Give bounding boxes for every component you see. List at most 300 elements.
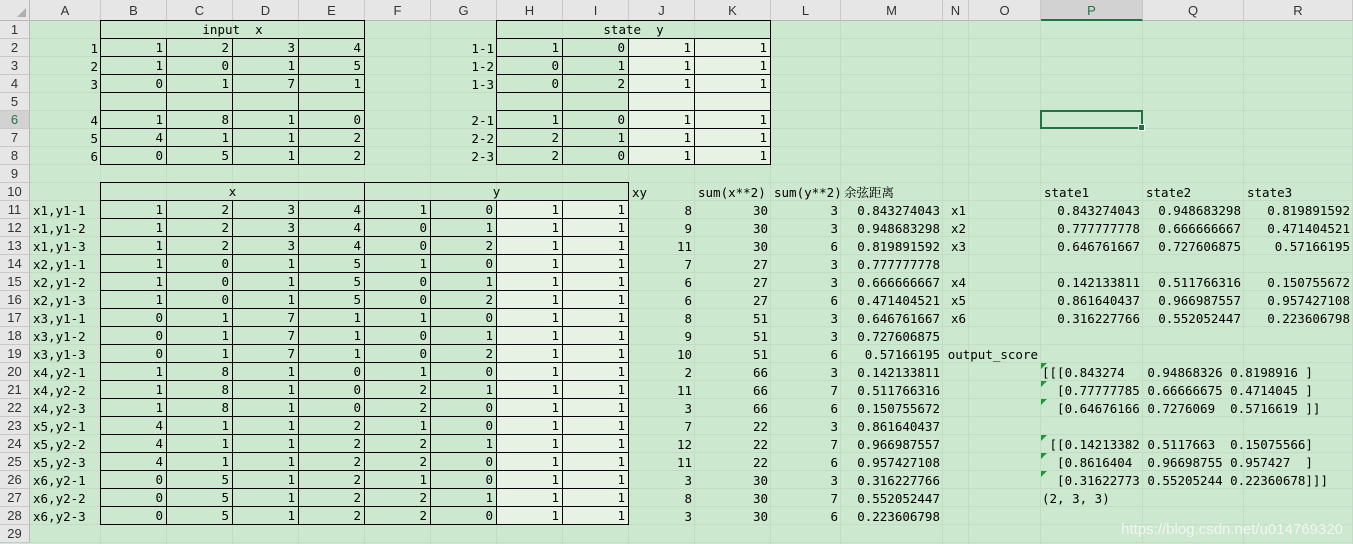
summary-value[interactable]: 0.966987557: [1158, 292, 1241, 308]
row-header-11[interactable]: 11: [0, 201, 30, 219]
x-value[interactable]: 5: [298, 272, 365, 291]
input-x-title[interactable]: input x: [100, 20, 365, 39]
input-value[interactable]: 1: [232, 56, 299, 75]
x-value[interactable]: 0: [100, 308, 167, 327]
x-value[interactable]: 0: [100, 344, 167, 363]
xy-value[interactable]: 8: [684, 490, 692, 506]
input-row-id[interactable]: 5: [90, 130, 98, 146]
y-value[interactable]: 1: [496, 362, 563, 381]
sum-y-squared-value[interactable]: 6: [830, 292, 838, 308]
column-header-b[interactable]: B: [101, 0, 167, 21]
y-value[interactable]: 1: [364, 362, 431, 381]
sum-x-squared-value[interactable]: 30: [752, 508, 768, 524]
x-value[interactable]: 1: [298, 308, 365, 327]
x-value[interactable]: 1: [100, 380, 167, 399]
summary-value[interactable]: 0.777777778: [1057, 220, 1140, 236]
sum-x-squared-value[interactable]: 66: [752, 400, 768, 416]
row-header-9[interactable]: 9: [0, 165, 30, 183]
output-line[interactable]: [1039, 417, 1353, 435]
x-value[interactable]: 0: [166, 254, 233, 273]
y-value[interactable]: 1: [430, 272, 497, 291]
state-value[interactable]: 1: [628, 110, 695, 129]
sum-x-squared-value[interactable]: 30: [752, 472, 768, 488]
state-row-id[interactable]: [431, 93, 497, 111]
xy-value[interactable]: 6: [684, 274, 692, 290]
cosine-value[interactable]: 0.511766316: [857, 382, 940, 398]
xy-value[interactable]: 3: [684, 508, 692, 524]
row-header-27[interactable]: 27: [0, 489, 30, 507]
column-header-k[interactable]: K: [695, 0, 771, 21]
y-value[interactable]: 0: [430, 416, 497, 435]
y-value[interactable]: 0: [430, 362, 497, 381]
pair-label[interactable]: x5,y2-2: [33, 436, 86, 452]
cosine-value[interactable]: 0.142133811: [857, 364, 940, 380]
summary-value[interactable]: 0.223606798: [1267, 310, 1350, 326]
xy-value[interactable]: 9: [684, 328, 692, 344]
sum-x-squared-value[interactable]: 22: [752, 436, 768, 452]
state-value[interactable]: 1: [562, 56, 629, 75]
y-value[interactable]: 2: [364, 380, 431, 399]
y-value[interactable]: 0: [364, 290, 431, 309]
y-value[interactable]: 1: [562, 362, 629, 381]
y-value[interactable]: 0: [430, 506, 497, 525]
summary-value[interactable]: 0.552052447: [1158, 310, 1241, 326]
state-y-title[interactable]: state y: [496, 20, 771, 39]
y-value[interactable]: 1: [562, 218, 629, 237]
y-value[interactable]: 2: [364, 434, 431, 453]
state-value[interactable]: 2: [562, 74, 629, 93]
y-value[interactable]: 1: [562, 452, 629, 471]
select-all-corner[interactable]: [0, 0, 30, 21]
sum-x-squared-value[interactable]: 30: [752, 202, 768, 218]
sum-y-squared-value[interactable]: 3: [830, 418, 838, 434]
summary-value[interactable]: 0.843274043: [1057, 202, 1140, 218]
y-value[interactable]: 2: [430, 344, 497, 363]
input-value[interactable]: 1: [100, 110, 167, 129]
y-value[interactable]: 1: [496, 290, 563, 309]
x-value[interactable]: 1: [232, 506, 299, 525]
row-header-15[interactable]: 15: [0, 273, 30, 291]
x-value[interactable]: 1: [166, 326, 233, 345]
row-header-18[interactable]: 18: [0, 327, 30, 345]
state-value[interactable]: 0: [562, 146, 629, 165]
y-value[interactable]: 0: [430, 308, 497, 327]
state-header[interactable]: state3: [1247, 184, 1293, 200]
pair-label[interactable]: x1,y1-2: [33, 220, 86, 236]
input-value[interactable]: 0: [166, 56, 233, 75]
state-value[interactable]: 2: [496, 146, 563, 165]
summary-row-label[interactable]: x6: [950, 310, 966, 326]
x-value[interactable]: 1: [232, 380, 299, 399]
y-value[interactable]: 1: [562, 398, 629, 417]
pair-label[interactable]: x3,y1-3: [33, 346, 86, 362]
input-value[interactable]: 3: [232, 38, 299, 57]
y-value[interactable]: 2: [430, 290, 497, 309]
input-value[interactable]: [232, 92, 299, 111]
sum-y-squared-value[interactable]: 3: [830, 472, 838, 488]
state-value[interactable]: 2: [496, 128, 563, 147]
sum-y-squared-value[interactable]: 3: [830, 328, 838, 344]
y-value[interactable]: 1: [562, 326, 629, 345]
x-value[interactable]: 2: [298, 470, 365, 489]
state-value[interactable]: 1: [694, 56, 771, 75]
state-value[interactable]: 1: [496, 110, 563, 129]
summary-value[interactable]: 0.819891592: [1267, 202, 1350, 218]
summary-row-label[interactable]: x3: [950, 238, 966, 254]
input-row-id[interactable]: 1: [90, 40, 98, 56]
y-value[interactable]: 0: [430, 452, 497, 471]
input-value[interactable]: 0: [298, 110, 365, 129]
x-value[interactable]: 3: [232, 236, 299, 255]
input-value[interactable]: 2: [166, 38, 233, 57]
pair-label[interactable]: x3,y1-1: [33, 310, 86, 326]
row-header-3[interactable]: 3: [0, 57, 30, 75]
x-value[interactable]: 1: [100, 218, 167, 237]
input-value[interactable]: 0: [100, 74, 167, 93]
row-header-19[interactable]: 19: [0, 345, 30, 363]
x-value[interactable]: 5: [166, 506, 233, 525]
input-value[interactable]: 1: [100, 56, 167, 75]
xy-value[interactable]: 7: [684, 418, 692, 434]
y-value[interactable]: 1: [562, 488, 629, 507]
x-value[interactable]: 0: [298, 380, 365, 399]
y-value[interactable]: 1: [430, 218, 497, 237]
sum-x-squared-value[interactable]: 66: [752, 382, 768, 398]
state-value[interactable]: [628, 92, 695, 111]
pair-label[interactable]: x5,y2-3: [33, 454, 86, 470]
xy-value[interactable]: 6: [684, 292, 692, 308]
xy-header[interactable]: xy: [632, 184, 648, 200]
x-value[interactable]: 1: [232, 254, 299, 273]
state-row-id[interactable]: 2-1: [471, 112, 494, 128]
cosine-value[interactable]: 0.57166195: [864, 346, 940, 362]
y-value[interactable]: 1: [562, 200, 629, 219]
row-header-16[interactable]: 16: [0, 291, 30, 309]
x-value[interactable]: 4: [298, 200, 365, 219]
pair-label[interactable]: x6,y2-2: [33, 490, 86, 506]
sum-x-squared-value[interactable]: 30: [752, 220, 768, 236]
x-value[interactable]: 2: [298, 416, 365, 435]
sum-y-squared-value[interactable]: 7: [830, 436, 838, 452]
y-value[interactable]: 1: [496, 416, 563, 435]
input-value[interactable]: 8: [166, 110, 233, 129]
pair-label[interactable]: x4,y2-1: [33, 364, 86, 380]
x-value[interactable]: 1: [232, 362, 299, 381]
column-header-g[interactable]: G: [431, 0, 497, 21]
x-value[interactable]: 8: [166, 398, 233, 417]
sum-y-squared-value[interactable]: 6: [830, 238, 838, 254]
row-header-2[interactable]: 2: [0, 39, 30, 57]
row-header-6[interactable]: 6: [0, 111, 30, 129]
input-value[interactable]: 1: [166, 74, 233, 93]
summary-row-label[interactable]: [943, 255, 969, 273]
output-line[interactable]: [0.77777785 0.66666675 0.4714045 ]: [1042, 382, 1313, 398]
y-value[interactable]: 1: [562, 506, 629, 525]
y-value[interactable]: 0: [364, 218, 431, 237]
summary-value[interactable]: 0.150755672: [1267, 274, 1350, 290]
pair-label[interactable]: x1,y1-3: [33, 238, 86, 254]
x-value[interactable]: 1: [232, 488, 299, 507]
row-header-25[interactable]: 25: [0, 453, 30, 471]
x-value[interactable]: 0: [166, 290, 233, 309]
state-value[interactable]: 1: [694, 38, 771, 57]
row-header-12[interactable]: 12: [0, 219, 30, 237]
x-value[interactable]: 1: [232, 470, 299, 489]
x-value[interactable]: 1: [166, 416, 233, 435]
x-value[interactable]: 5: [166, 488, 233, 507]
row-header-7[interactable]: 7: [0, 129, 30, 147]
x-value[interactable]: 1: [100, 200, 167, 219]
y-value[interactable]: 1: [496, 434, 563, 453]
input-row-id[interactable]: 4: [90, 112, 98, 128]
column-header-m[interactable]: M: [841, 0, 943, 21]
x-value[interactable]: 7: [232, 308, 299, 327]
input-value[interactable]: 0: [100, 146, 167, 165]
x-value[interactable]: 4: [100, 434, 167, 453]
state-value[interactable]: [694, 92, 771, 111]
row-header-13[interactable]: 13: [0, 237, 30, 255]
x-value[interactable]: 1: [232, 416, 299, 435]
state-row-id[interactable]: 1-2: [471, 58, 494, 74]
output-line[interactable]: [0.31622773 0.55205244 0.22360678]]]: [1042, 472, 1328, 488]
y-value[interactable]: 1: [430, 326, 497, 345]
pair-label[interactable]: x6,y2-3: [33, 508, 86, 524]
xy-value[interactable]: 7: [684, 256, 692, 272]
x-value[interactable]: 4: [298, 218, 365, 237]
sum-y-squared-value[interactable]: 3: [830, 310, 838, 326]
x-value[interactable]: 1: [166, 452, 233, 471]
x-value[interactable]: 2: [298, 452, 365, 471]
y-value[interactable]: 1: [496, 488, 563, 507]
cosine-value[interactable]: 0.552052447: [857, 490, 940, 506]
row-header-29[interactable]: 29: [0, 525, 30, 543]
input-value[interactable]: 2: [298, 128, 365, 147]
x-value[interactable]: 0: [166, 272, 233, 291]
input-row-id[interactable]: 3: [90, 76, 98, 92]
state-row-id[interactable]: 1-1: [471, 40, 494, 56]
xy-value[interactable]: 11: [676, 454, 692, 470]
state-value[interactable]: 1: [628, 74, 695, 93]
state-value[interactable]: 0: [496, 74, 563, 93]
summary-row-label[interactable]: x2: [950, 220, 966, 236]
y-value[interactable]: 0: [430, 398, 497, 417]
cosine-value[interactable]: 0.948683298: [857, 220, 940, 236]
state-value[interactable]: 1: [694, 110, 771, 129]
x-value[interactable]: 1: [166, 308, 233, 327]
row-header-21[interactable]: 21: [0, 381, 30, 399]
state-value[interactable]: 1: [694, 128, 771, 147]
pair-label[interactable]: x2,y1-3: [33, 292, 86, 308]
y-value[interactable]: 0: [430, 470, 497, 489]
column-header-j[interactable]: J: [629, 0, 695, 21]
input-value[interactable]: [166, 92, 233, 111]
x-value[interactable]: 1: [100, 236, 167, 255]
y-value[interactable]: 1: [496, 380, 563, 399]
row-header-8[interactable]: 8: [0, 147, 30, 165]
x-value[interactable]: 0: [100, 488, 167, 507]
x-value[interactable]: 1: [298, 326, 365, 345]
summary-value[interactable]: 0.471404521: [1267, 220, 1350, 236]
y-value[interactable]: 1: [562, 434, 629, 453]
cosine-value[interactable]: 0.861640437: [857, 418, 940, 434]
summary-value[interactable]: 0.316227766: [1057, 310, 1140, 326]
sum-x-squared-value[interactable]: 66: [752, 364, 768, 380]
column-header-e[interactable]: E: [299, 0, 365, 21]
row-header-28[interactable]: 28: [0, 507, 30, 525]
sum-y-squared-value[interactable]: 3: [830, 364, 838, 380]
x-value[interactable]: 1: [100, 398, 167, 417]
y-value[interactable]: 1: [562, 344, 629, 363]
y-value[interactable]: 1: [562, 290, 629, 309]
y-value[interactable]: 1: [496, 218, 563, 237]
output-line[interactable]: (2, 3, 3): [1042, 490, 1110, 506]
column-header-i[interactable]: I: [563, 0, 629, 21]
state-value[interactable]: 1: [694, 74, 771, 93]
x-value[interactable]: 7: [232, 326, 299, 345]
state-value[interactable]: 1: [628, 56, 695, 75]
input-value[interactable]: [298, 92, 365, 111]
output-score-label[interactable]: output_score: [947, 346, 1038, 362]
pair-label[interactable]: x2,y1-1: [33, 256, 86, 272]
sum-x-squared-header[interactable]: sum(x**2): [698, 184, 766, 200]
input-value[interactable]: 1: [298, 74, 365, 93]
y-value[interactable]: 1: [562, 380, 629, 399]
column-header-q[interactable]: Q: [1143, 0, 1244, 21]
state-value[interactable]: 0: [562, 38, 629, 57]
input-value[interactable]: 4: [298, 38, 365, 57]
input-value[interactable]: 2: [298, 146, 365, 165]
cosine-value[interactable]: 0.957427108: [857, 454, 940, 470]
xy-value[interactable]: 8: [684, 202, 692, 218]
summary-value[interactable]: 0.511766316: [1158, 274, 1241, 290]
y-value[interactable]: 0: [430, 200, 497, 219]
pair-label[interactable]: x3,y1-2: [33, 328, 86, 344]
sum-x-squared-value[interactable]: 51: [752, 328, 768, 344]
summary-row-label[interactable]: x1: [950, 202, 966, 218]
x-value[interactable]: 3: [232, 218, 299, 237]
input-value[interactable]: 1: [232, 110, 299, 129]
summary-value[interactable]: 0.957427108: [1267, 292, 1350, 308]
xy-value[interactable]: 2: [684, 364, 692, 380]
sum-y-squared-header[interactable]: sum(y**2): [774, 184, 842, 200]
x-value[interactable]: 2: [298, 434, 365, 453]
x-value[interactable]: 5: [298, 254, 365, 273]
cosine-value[interactable]: 0.666666667: [857, 274, 940, 290]
x-value[interactable]: 0: [298, 362, 365, 381]
x-value[interactable]: 4: [100, 416, 167, 435]
xy-value[interactable]: 3: [684, 400, 692, 416]
column-header-a[interactable]: A: [30, 0, 101, 21]
input-row-id[interactable]: [30, 93, 101, 111]
x-value[interactable]: 0: [100, 470, 167, 489]
y-value[interactable]: 1: [430, 380, 497, 399]
column-header-o[interactable]: O: [969, 0, 1041, 21]
x-value[interactable]: 2: [166, 218, 233, 237]
column-header-c[interactable]: C: [167, 0, 233, 21]
x-value[interactable]: 4: [100, 452, 167, 471]
pair-label[interactable]: x5,y2-1: [33, 418, 86, 434]
row-header-22[interactable]: 22: [0, 399, 30, 417]
state-row-id[interactable]: 1-3: [471, 76, 494, 92]
x-value[interactable]: 0: [100, 506, 167, 525]
xy-value[interactable]: 9: [684, 220, 692, 236]
sum-y-squared-value[interactable]: 6: [830, 454, 838, 470]
input-value[interactable]: 1: [232, 146, 299, 165]
input-row-id[interactable]: 6: [90, 148, 98, 164]
state-value[interactable]: 1: [562, 128, 629, 147]
sum-y-squared-value[interactable]: 6: [830, 508, 838, 524]
y-value[interactable]: 1: [364, 416, 431, 435]
x-value[interactable]: 0: [298, 398, 365, 417]
row-header-14[interactable]: 14: [0, 255, 30, 273]
input-value[interactable]: 4: [100, 128, 167, 147]
input-value[interactable]: 5: [298, 56, 365, 75]
cosine-value[interactable]: 0.819891592: [857, 238, 940, 254]
row-header-26[interactable]: 26: [0, 471, 30, 489]
state-value[interactable]: 1: [694, 146, 771, 165]
y-value[interactable]: 1: [496, 254, 563, 273]
x-value[interactable]: 8: [166, 362, 233, 381]
x-value[interactable]: 8: [166, 380, 233, 399]
input-value[interactable]: 7: [232, 74, 299, 93]
pair-label[interactable]: x6,y2-1: [33, 472, 86, 488]
column-header-l[interactable]: L: [771, 0, 841, 21]
x-value[interactable]: 1: [232, 434, 299, 453]
y-value[interactable]: 1: [496, 272, 563, 291]
x-value[interactable]: 1: [166, 344, 233, 363]
input-row-id[interactable]: 2: [90, 58, 98, 74]
sum-x-squared-value[interactable]: 22: [752, 454, 768, 470]
y-value[interactable]: 1: [430, 434, 497, 453]
y-header[interactable]: y: [364, 182, 629, 201]
sum-x-squared-value[interactable]: 27: [752, 274, 768, 290]
x-value[interactable]: 2: [166, 236, 233, 255]
column-header-f[interactable]: F: [365, 0, 431, 21]
summary-row-label[interactable]: x5: [950, 292, 966, 308]
cosine-value[interactable]: 0.777777778: [857, 256, 940, 272]
sum-y-squared-value[interactable]: 6: [830, 346, 838, 362]
x-value[interactable]: 1: [100, 254, 167, 273]
sum-y-squared-value[interactable]: 3: [830, 220, 838, 236]
y-value[interactable]: 1: [562, 308, 629, 327]
y-value[interactable]: 1: [496, 452, 563, 471]
y-value[interactable]: 2: [364, 506, 431, 525]
cosine-value[interactable]: 0.471404521: [857, 292, 940, 308]
y-value[interactable]: 0: [364, 236, 431, 255]
column-header-n[interactable]: N: [943, 0, 969, 21]
cosine-distance-header[interactable]: 余弦距离: [844, 185, 895, 200]
cosine-value[interactable]: 0.843274043: [857, 202, 940, 218]
output-line[interactable]: [[0.14213382 0.5117663 0.15075566]: [1042, 436, 1313, 452]
row-header-20[interactable]: 20: [0, 363, 30, 381]
input-value[interactable]: 5: [166, 146, 233, 165]
y-value[interactable]: 1: [496, 326, 563, 345]
x-value[interactable]: 1: [298, 344, 365, 363]
column-header-r[interactable]: R: [1244, 0, 1353, 21]
summary-value[interactable]: [1143, 255, 1244, 273]
sum-y-squared-value[interactable]: 3: [830, 202, 838, 218]
y-value[interactable]: 1: [496, 308, 563, 327]
x-value[interactable]: 4: [298, 236, 365, 255]
pair-label[interactable]: x1,y1-1: [33, 202, 86, 218]
cosine-value[interactable]: 0.966987557: [857, 436, 940, 452]
output-line[interactable]: [0.8616404 0.96698755 0.957427 ]: [1042, 454, 1313, 470]
y-value[interactable]: 1: [496, 236, 563, 255]
x-value[interactable]: 2: [166, 200, 233, 219]
sum-x-squared-value[interactable]: 30: [752, 238, 768, 254]
selected-cell-cursor[interactable]: [1040, 110, 1143, 129]
state-value[interactable]: [496, 92, 563, 111]
